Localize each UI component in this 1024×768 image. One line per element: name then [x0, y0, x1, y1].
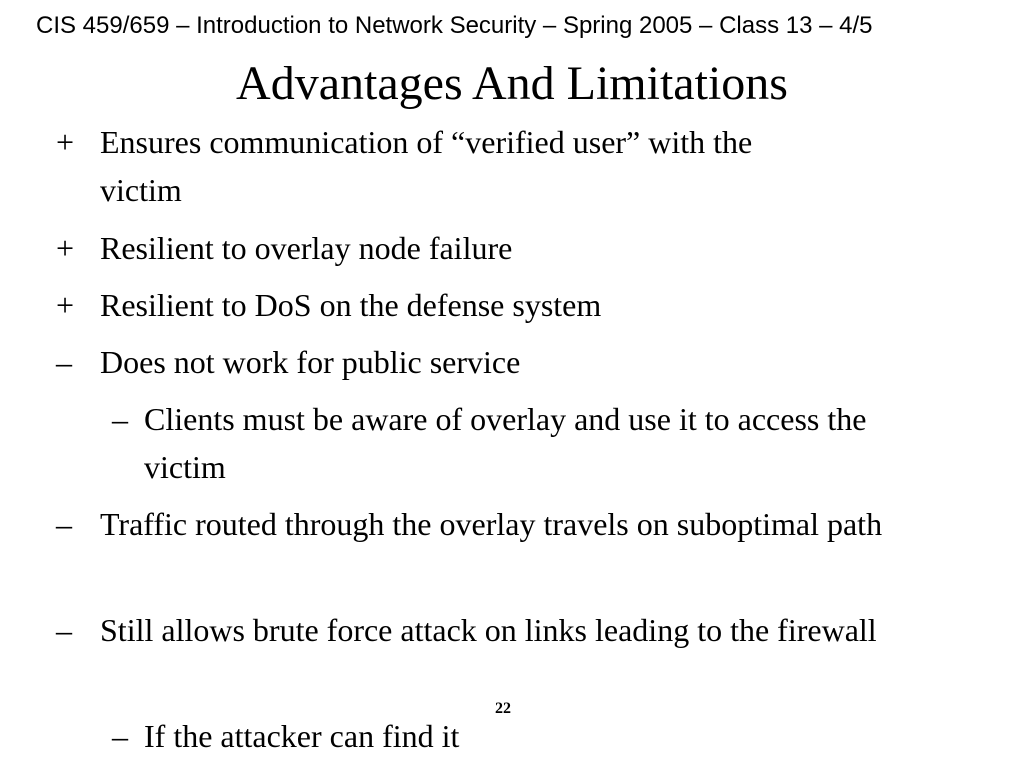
bullet-marker: –	[112, 401, 128, 437]
bullet-text: Clients must be aware of overlay and use it to access the victim	[144, 401, 867, 485]
bullet-text: Resilient to DoS on the defense system	[100, 287, 602, 323]
bullet-marker: +	[56, 230, 75, 266]
bullet-marker: +	[56, 124, 75, 160]
bullet-text: Still allows brute force attack on links leading to the firewall	[100, 612, 877, 648]
bullet-marker: –	[56, 344, 72, 380]
bullet-marker: +	[56, 287, 75, 323]
bullet-text: Resilient to overlay node failure	[100, 230, 513, 266]
bullet-text: Traffic routed through the overlay travels on suboptimal path	[100, 506, 883, 542]
page-number: 22	[495, 700, 511, 717]
course-header: CIS 459/659 – Introduction to Network Security – Spring 2005 – Class 13 – 4/5	[36, 12, 873, 39]
bullet-marker: –	[56, 612, 72, 648]
bullet-text: If the attacker can find it	[144, 718, 460, 754]
bullet-marker: –	[56, 506, 72, 542]
bullet-text: Ensures communication of “verified user” with the victim	[100, 124, 753, 208]
bullet-text: Does not work for public service	[100, 344, 521, 380]
slide-title: Advantages And Limitations	[236, 57, 788, 110]
bullet-marker: –	[112, 718, 128, 754]
